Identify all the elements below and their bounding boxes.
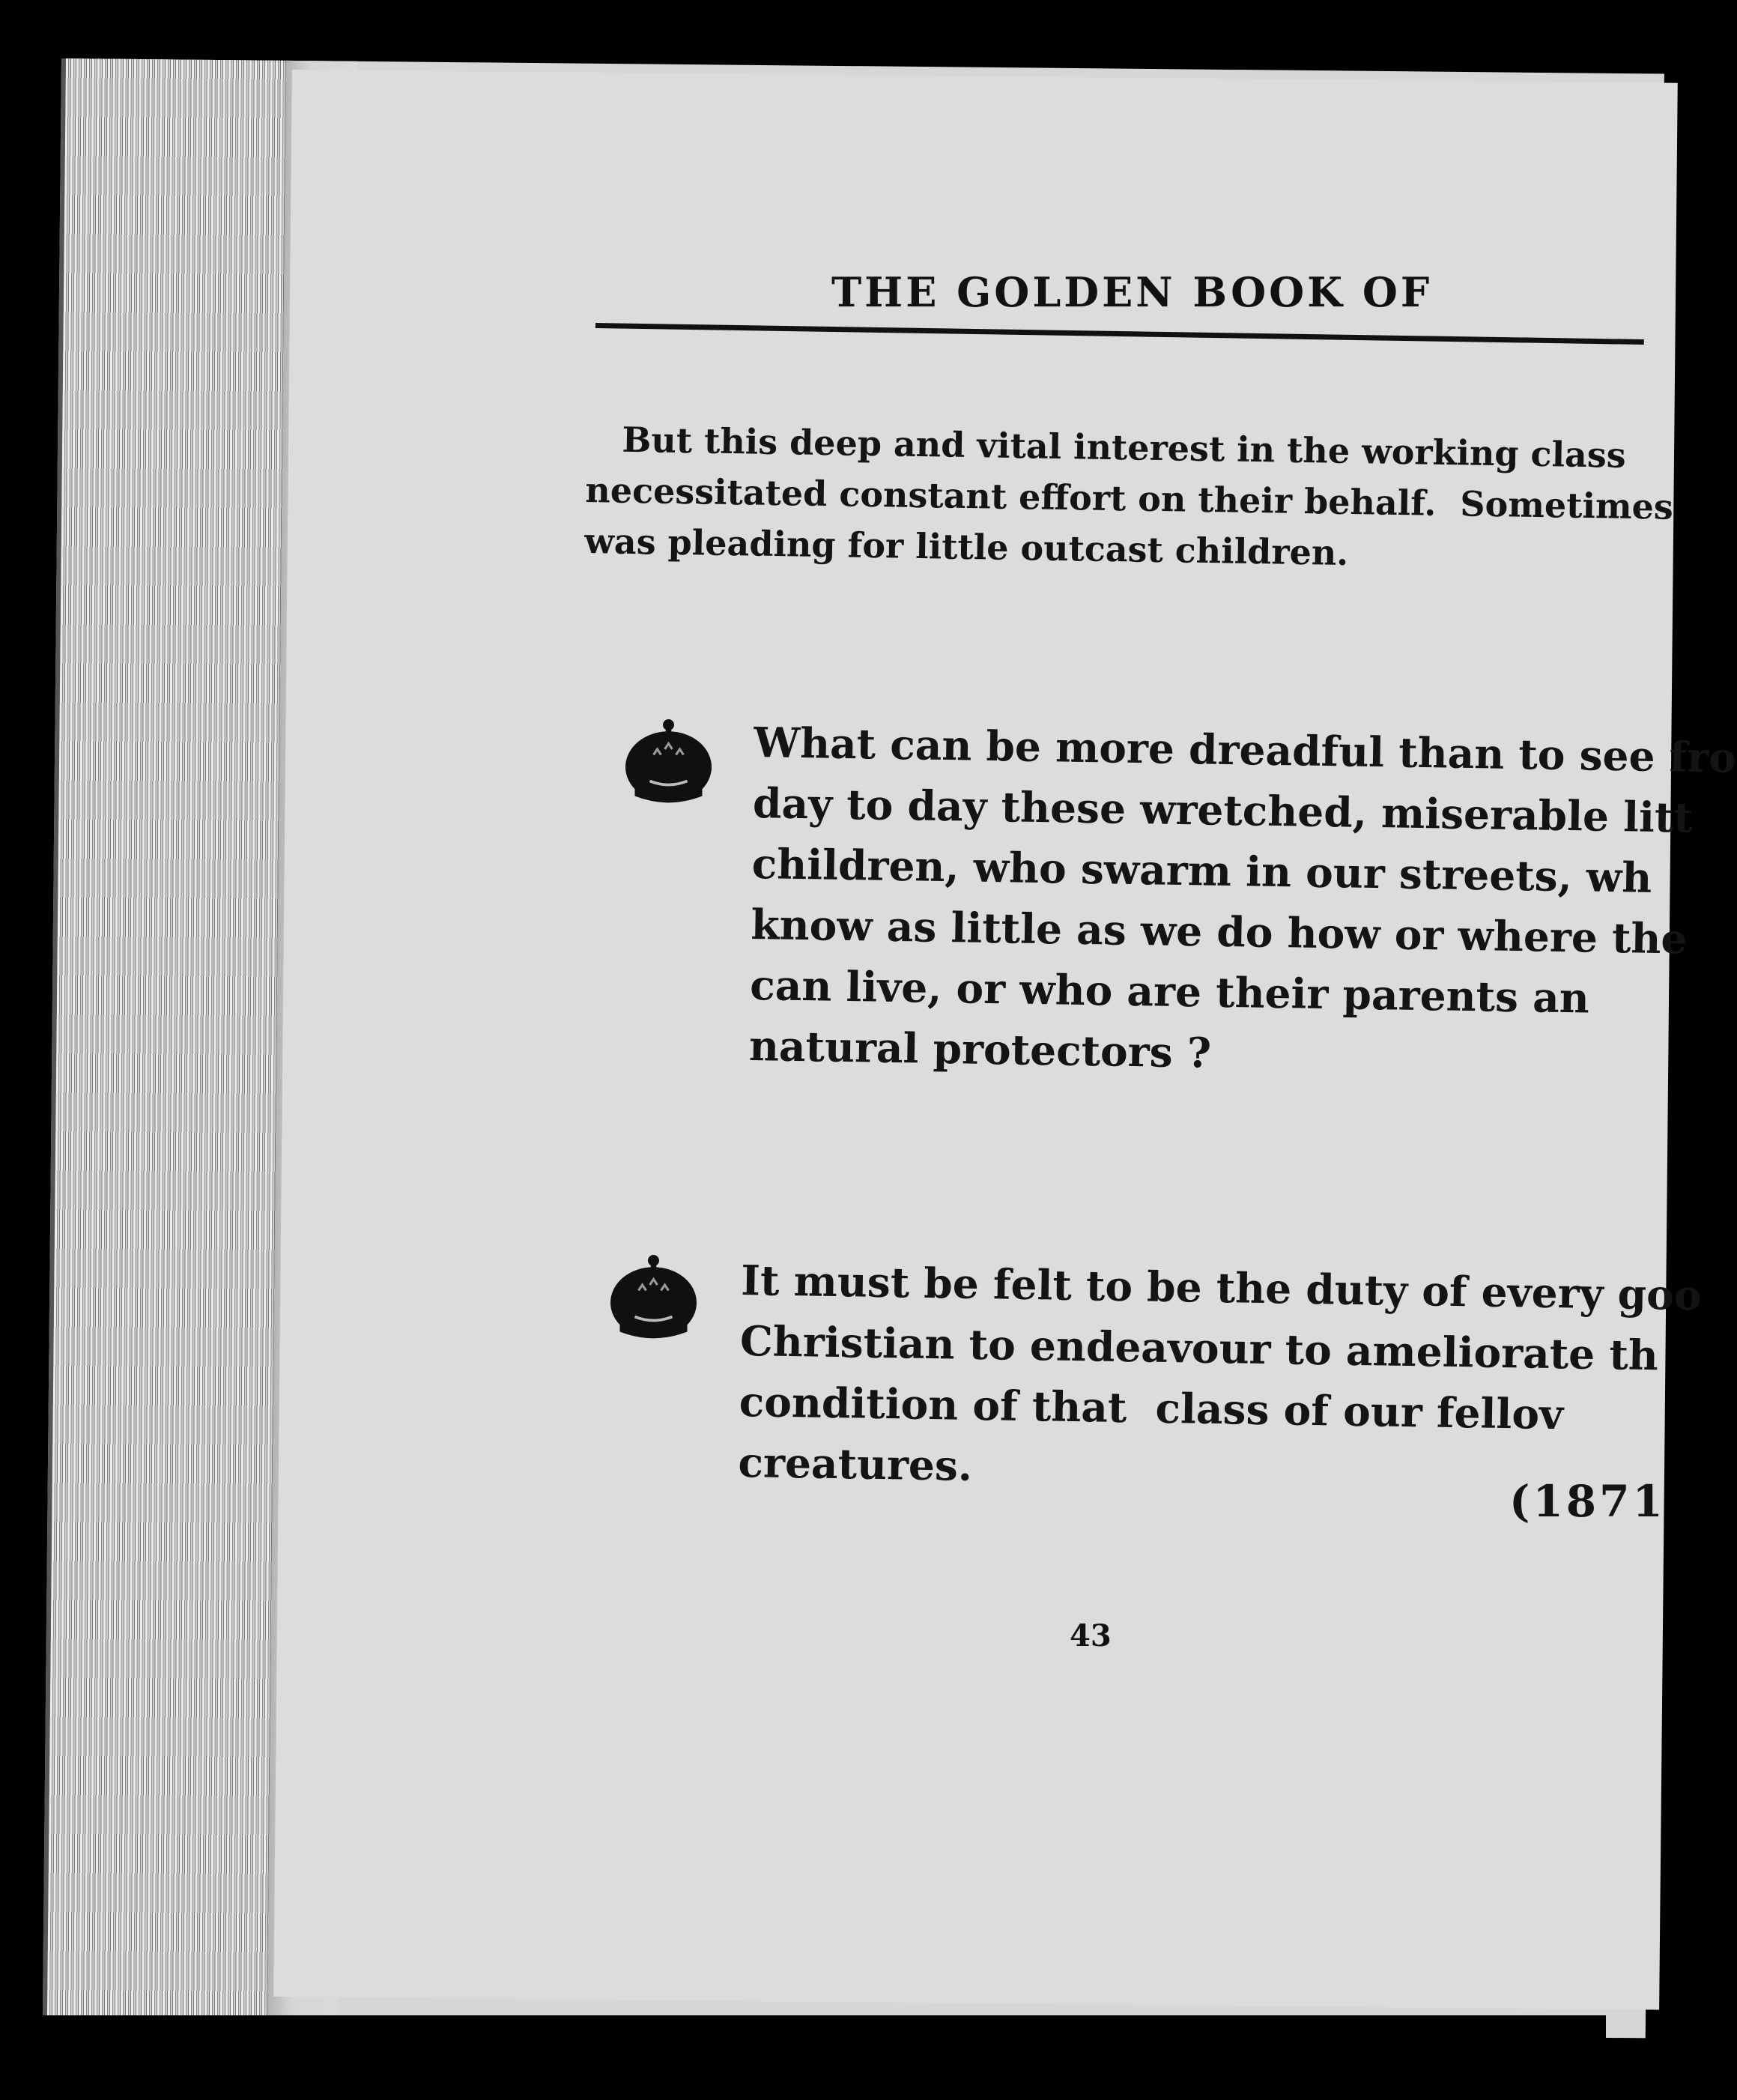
- text-line: was pleading for little outcast children.: [583, 520, 1349, 573]
- crown-icon: [607, 1251, 700, 1345]
- intro-paragraph: [584, 414, 1675, 584]
- text-line: day to day these wretched, miserable litt: [752, 778, 1694, 842]
- page-fore-edge: [43, 58, 297, 2025]
- text-line: condition of that class of our fellov: [739, 1376, 1564, 1439]
- text-line: Christian to endeavour to ameliorate th: [739, 1316, 1659, 1380]
- text-line: It must be felt to be the duty of every goo: [740, 1255, 1703, 1320]
- page-number: 43: [1070, 1618, 1112, 1653]
- scan-border: [0, 2015, 1606, 2100]
- text-line: But this deep and vital interest in the working class: [586, 418, 1627, 476]
- text-line: children, who swarm in our streets, wh: [751, 838, 1652, 902]
- text-line: creatures.: [738, 1437, 973, 1490]
- crown-icon: [622, 715, 715, 809]
- text-line: What can be more dreadful than to see fro: [753, 717, 1737, 782]
- text-line: necessitated constant effort on their behalf. Sometimes: [584, 469, 1674, 527]
- text-line: know as little as we do how or where the: [751, 899, 1688, 963]
- quote-date: (1871: [1509, 1476, 1666, 1527]
- quote-paragraph: [748, 712, 1736, 1092]
- text-line: natural protectors ?: [748, 1020, 1212, 1077]
- text-line: can live, or who are their parents an: [749, 960, 1590, 1023]
- quote-paragraph: [738, 1250, 1702, 1507]
- running-header: THE GOLDEN BOOK OF: [831, 268, 1433, 316]
